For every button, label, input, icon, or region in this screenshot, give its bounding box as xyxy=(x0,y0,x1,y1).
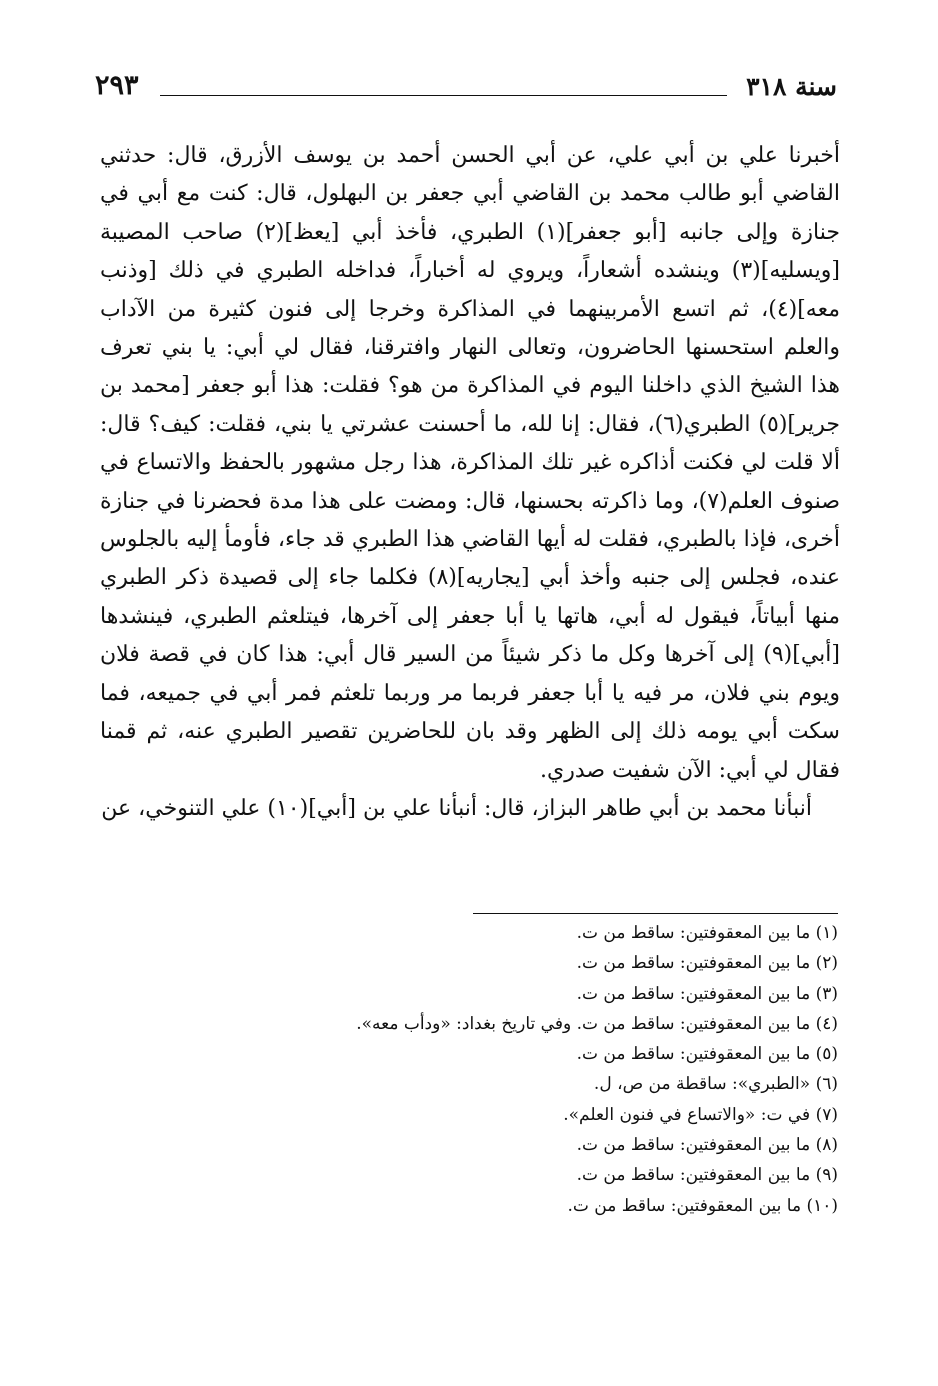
page-number: ٢٩٣ xyxy=(95,70,139,101)
footnote-5: (٥) ما بين المعقوفتين: ساقط من ت. xyxy=(576,1044,838,1065)
footnote-6: (٦) «الطبري»: ساقطة من ص، ل. xyxy=(593,1074,838,1095)
footnote-8: (٨) ما بين المعقوفتين: ساقط من ت. xyxy=(576,1135,838,1156)
footnote-9: (٩) ما بين المعقوفتين: ساقط من ت. xyxy=(576,1165,838,1186)
running-head: سنة ٣١٨ xyxy=(746,72,837,101)
footnote-3: (٣) ما بين المعقوفتين: ساقط من ت. xyxy=(576,983,838,1004)
footnote-10: (١٠) ما بين المعقوفتين: ساقط من ت. xyxy=(567,1195,838,1216)
page-header xyxy=(95,68,837,108)
header-rule xyxy=(160,95,727,96)
footnote-2: (٢) ما بين المعقوفتين: ساقط من ت. xyxy=(576,953,838,974)
footnote-4: (٤) ما بين المعقوفتين: ساقط من ت. وفي تاريخ بغداد: «ودأب معه». xyxy=(356,1013,838,1034)
paragraph-2: أنبأنا محمد بن أبي طاهر البزاز، قال: أنبأنا علي بن [أبي](١٠) علي التنوخي، عن xyxy=(101,795,812,821)
main-text xyxy=(100,137,840,828)
footnotes xyxy=(238,918,838,1221)
paragraph-1: أخبرنا علي بن أبي علي، عن أبي الحسن أحمد بن يوسف الأزرق، قال: حدثني القاضي أبو طالب محمد بن القاضي أبي جعفر بن البهلول، قال: كنت مع أبي في جنازة وإلى جانبه [أبو جعفر](١) الطبري، فأخذ أبي [يعظ](٢) صاحب المصيبة [ويسليه](٣) وينشده أشعاراً، ويروي له أخباراً، فداخله الطبري في ذلك [وذنب معه](٤)، ثم اتسع الأمربينهما في المذاكرة وخرجا إلى فنون كثيرة من الآداب والعلم استحسنها الحاضرون، وتعالى النهار وافترقنا، فقال لي أبي: يا بني تعرف هذا الشيخ الذي داخلنا اليوم في المذاكرة من هو؟ فقلت: هذا أبو جعفر [محمد بن جرير](٥) الطبري(٦)، فقال: إنا لله، ما أحسنت عشرتي يا بني، فقلت: كيف؟ قال: ألا قلت لي فكنت أذاكره غير تلك المذاكرة، هذا رجل مشهور بالحفظ والاتساع في صنوف العلم(٧)، وما ذاكرته بحسنها، قال: ومضت على هذا مدة فحضرنا في جنازة أخرى، فإذا بالطبري، فقلت له أيها القاضي هذا الطبري قد جاء، فأومأ إليه بالجلوس عنده، فجلس إلى جنبه وأخذ أبي [يجاريه](٨) فكلما جاء إلى قصيدة ذكر الطبري منها أبياتاً، فيقول له أبي، هاتها يا أبا جعفر إلى آخرها، فيتلعثم الطبري، فينشدها [أبي](٩) إلى آخرها وكل ما ذكر شيئاً من السير قال أبي: هذا كان في قصة فلان ويوم بني فلان، مر فيه يا أبا جعفر فربما مر وربما تلعثم فمر أبي في جميعه، فما سكت أبي يومه ذلك إلى الظهر وقد بان للحاضرين تقصير الطبري عنه، ثم قمنا فقال لي أبي: الآن شفيت صدري. xyxy=(100,143,841,783)
footnote-7: (٧) في ت: «والاتساع في فنون العلم». xyxy=(563,1104,838,1125)
footnote-1: (١) ما بين المعقوفتين: ساقط من ت. xyxy=(576,923,838,943)
footnote-rule xyxy=(473,913,838,914)
